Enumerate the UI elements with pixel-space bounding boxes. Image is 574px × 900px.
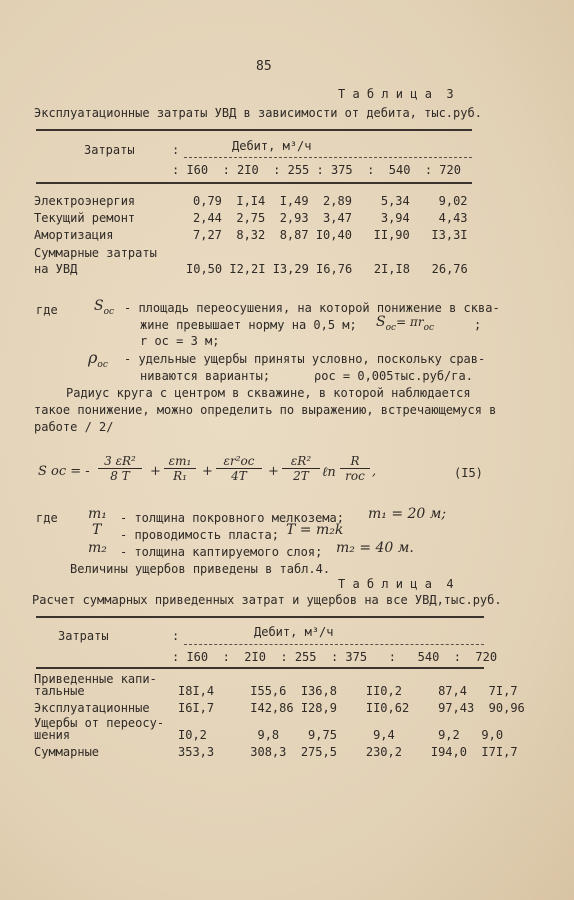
table3-top-rule [36,129,472,131]
table4-row-values: I6I,7 I42,86 I28,9 II0,62 97,43 90,96 [178,701,525,715]
where-label: где [36,303,58,317]
table4-head-divider [184,644,484,645]
s-oc-desc-1: - площадь переосушения, на которой понижение в сква- [124,301,500,315]
table3-row-values: I0,50 I2,2I I3,29 I6,76 2I,I8 26,76 [186,262,468,276]
rho-value: ρос = 0,005тыс.руб/га. [314,369,473,383]
t-desc: - проводимость пласта; [120,528,279,542]
table3-colon: : [172,143,180,157]
t-value: T = m₂k [286,522,344,538]
table4-top-rule [36,616,484,618]
r-oc-line: r ос = 3 м; [140,334,220,348]
formula-fraction-2: $\frac{\text{εm₁}}{\text{R₁}}$ [164,454,196,483]
table4-row-values: 353,3 308,3 275,5 230,2 I94,0 I7I,7 [178,745,518,759]
s-oc-formula: $S_{ос}= \pi r_{ос}$ [376,314,435,333]
formula-fraction-5: R rос [340,454,370,483]
paragraph-line: работе / 2/ [34,420,114,434]
where-label: где [36,511,58,525]
table4-title: Расчет суммарных приведенных затрат и ущербов на все УВД,тыс.руб. [32,593,502,607]
table4-row-name: тальные [34,684,85,698]
table4-row-values: I8I,4 I55,6 I36,8 II0,2 87,4 7I,7 [178,684,518,698]
table3-col-head: Затраты [84,143,135,157]
table3-row-values: 7,27 8,32 8,87 I0,40 II,90 I3,3I [193,228,468,242]
s-oc-desc-2: жине превышает норму на 0,5 м; [140,318,357,332]
table4-col-head: Затраты [58,629,109,643]
table4-colon: : [172,629,180,643]
table4-row-name: Эксплуатационные [34,701,150,715]
table4-row-values: I0,2 9,8 9,75 9,4 9,2 9,0 [178,728,504,742]
table3-row-name: Суммарные затраты [34,246,157,260]
table3-debits-row: : I60 : 2I0 : 255 : 375 : 540 : 720 [172,163,461,177]
rho-desc-2: ниваются варианты; [140,369,271,383]
s-oc-symbol: $S_{ос}$ [94,298,115,317]
table4-row-name: Ущербы от переосу- [34,716,165,730]
formula-fraction-1: $\frac{\text{3 εR²}}{8 T}$ [98,454,142,483]
table3-title: Эксплуатационные затраты УВД в зависимости от дебита, тыс.руб. [34,106,482,120]
table3-row-name: на УВД [34,262,78,276]
table3-head-divider [184,157,472,158]
table3-row-name: Электроэнергия [34,194,136,208]
m1-symbol: m₁ [88,506,107,522]
table3-row-values: 0,79 I,I4 I,49 2,89 5,34 9,02 [193,194,468,208]
table4-debit-head: Дебит, м³/ч [254,625,334,639]
table4-head-rule [36,667,484,669]
table4-reference: Величины ущербов приведены в табл.4. [70,562,331,576]
table4-row-name: Суммарные [34,745,100,759]
semicolon: ; [474,318,482,332]
rho-symbol: $\rho_{ос}$ [88,348,108,371]
table4-debits-row: : I60 : 2I0 : 255 : 375 : 540 : 720 [172,650,498,664]
m2-value: m₂ = 40 м. [336,540,414,556]
m2-symbol: m₂ [88,540,107,556]
formula-plus: + [268,464,279,479]
formula-fraction-4: $\frac{\text{εR²}}{2T}$ [282,454,320,483]
m1-value: m₁ = 20 м; [368,506,447,522]
rho-desc-1: - удельные ущербы приняты условно, поскольку срав- [124,352,486,366]
formula-plus: + [202,464,213,479]
table4-label: Т а б л и ц а 4 [338,577,454,591]
formula-number: (I5) [454,466,483,480]
table3-row-values: 2,44 2,75 2,93 3,47 3,94 4,43 [193,211,468,225]
table3-row-name: Амортизация [34,228,114,242]
m1-desc: - толщина покровного мелкозема; [120,511,344,525]
m2-desc: - толщина каптируемого слоя; [120,545,323,559]
table3-row-name: Текущий ремонт [34,211,136,225]
page-number: 85 [256,59,272,74]
formula-lhs: S ос = - [38,464,90,479]
table3-debit-head: Дебит, м³/ч [232,139,312,153]
table3-head-rule [36,182,472,184]
formula-fraction-3: εr²ос 4T [216,454,262,483]
paragraph-line: Радиус круга с центром в скважине, в которой наблюдается [66,386,471,400]
formula-comma: , [372,464,377,479]
table4-row-name: Приведенные капи- [34,672,157,686]
formula-ln: ℓn [322,465,336,480]
formula-plus: + [150,464,161,479]
t-symbol: T [92,522,102,538]
table3-label: Т а б л и ц а 3 [338,87,454,101]
paragraph-line: такое понижение, можно определить по выражению, встречающемуся в [34,403,497,417]
table4-row-name: шения [34,728,71,742]
